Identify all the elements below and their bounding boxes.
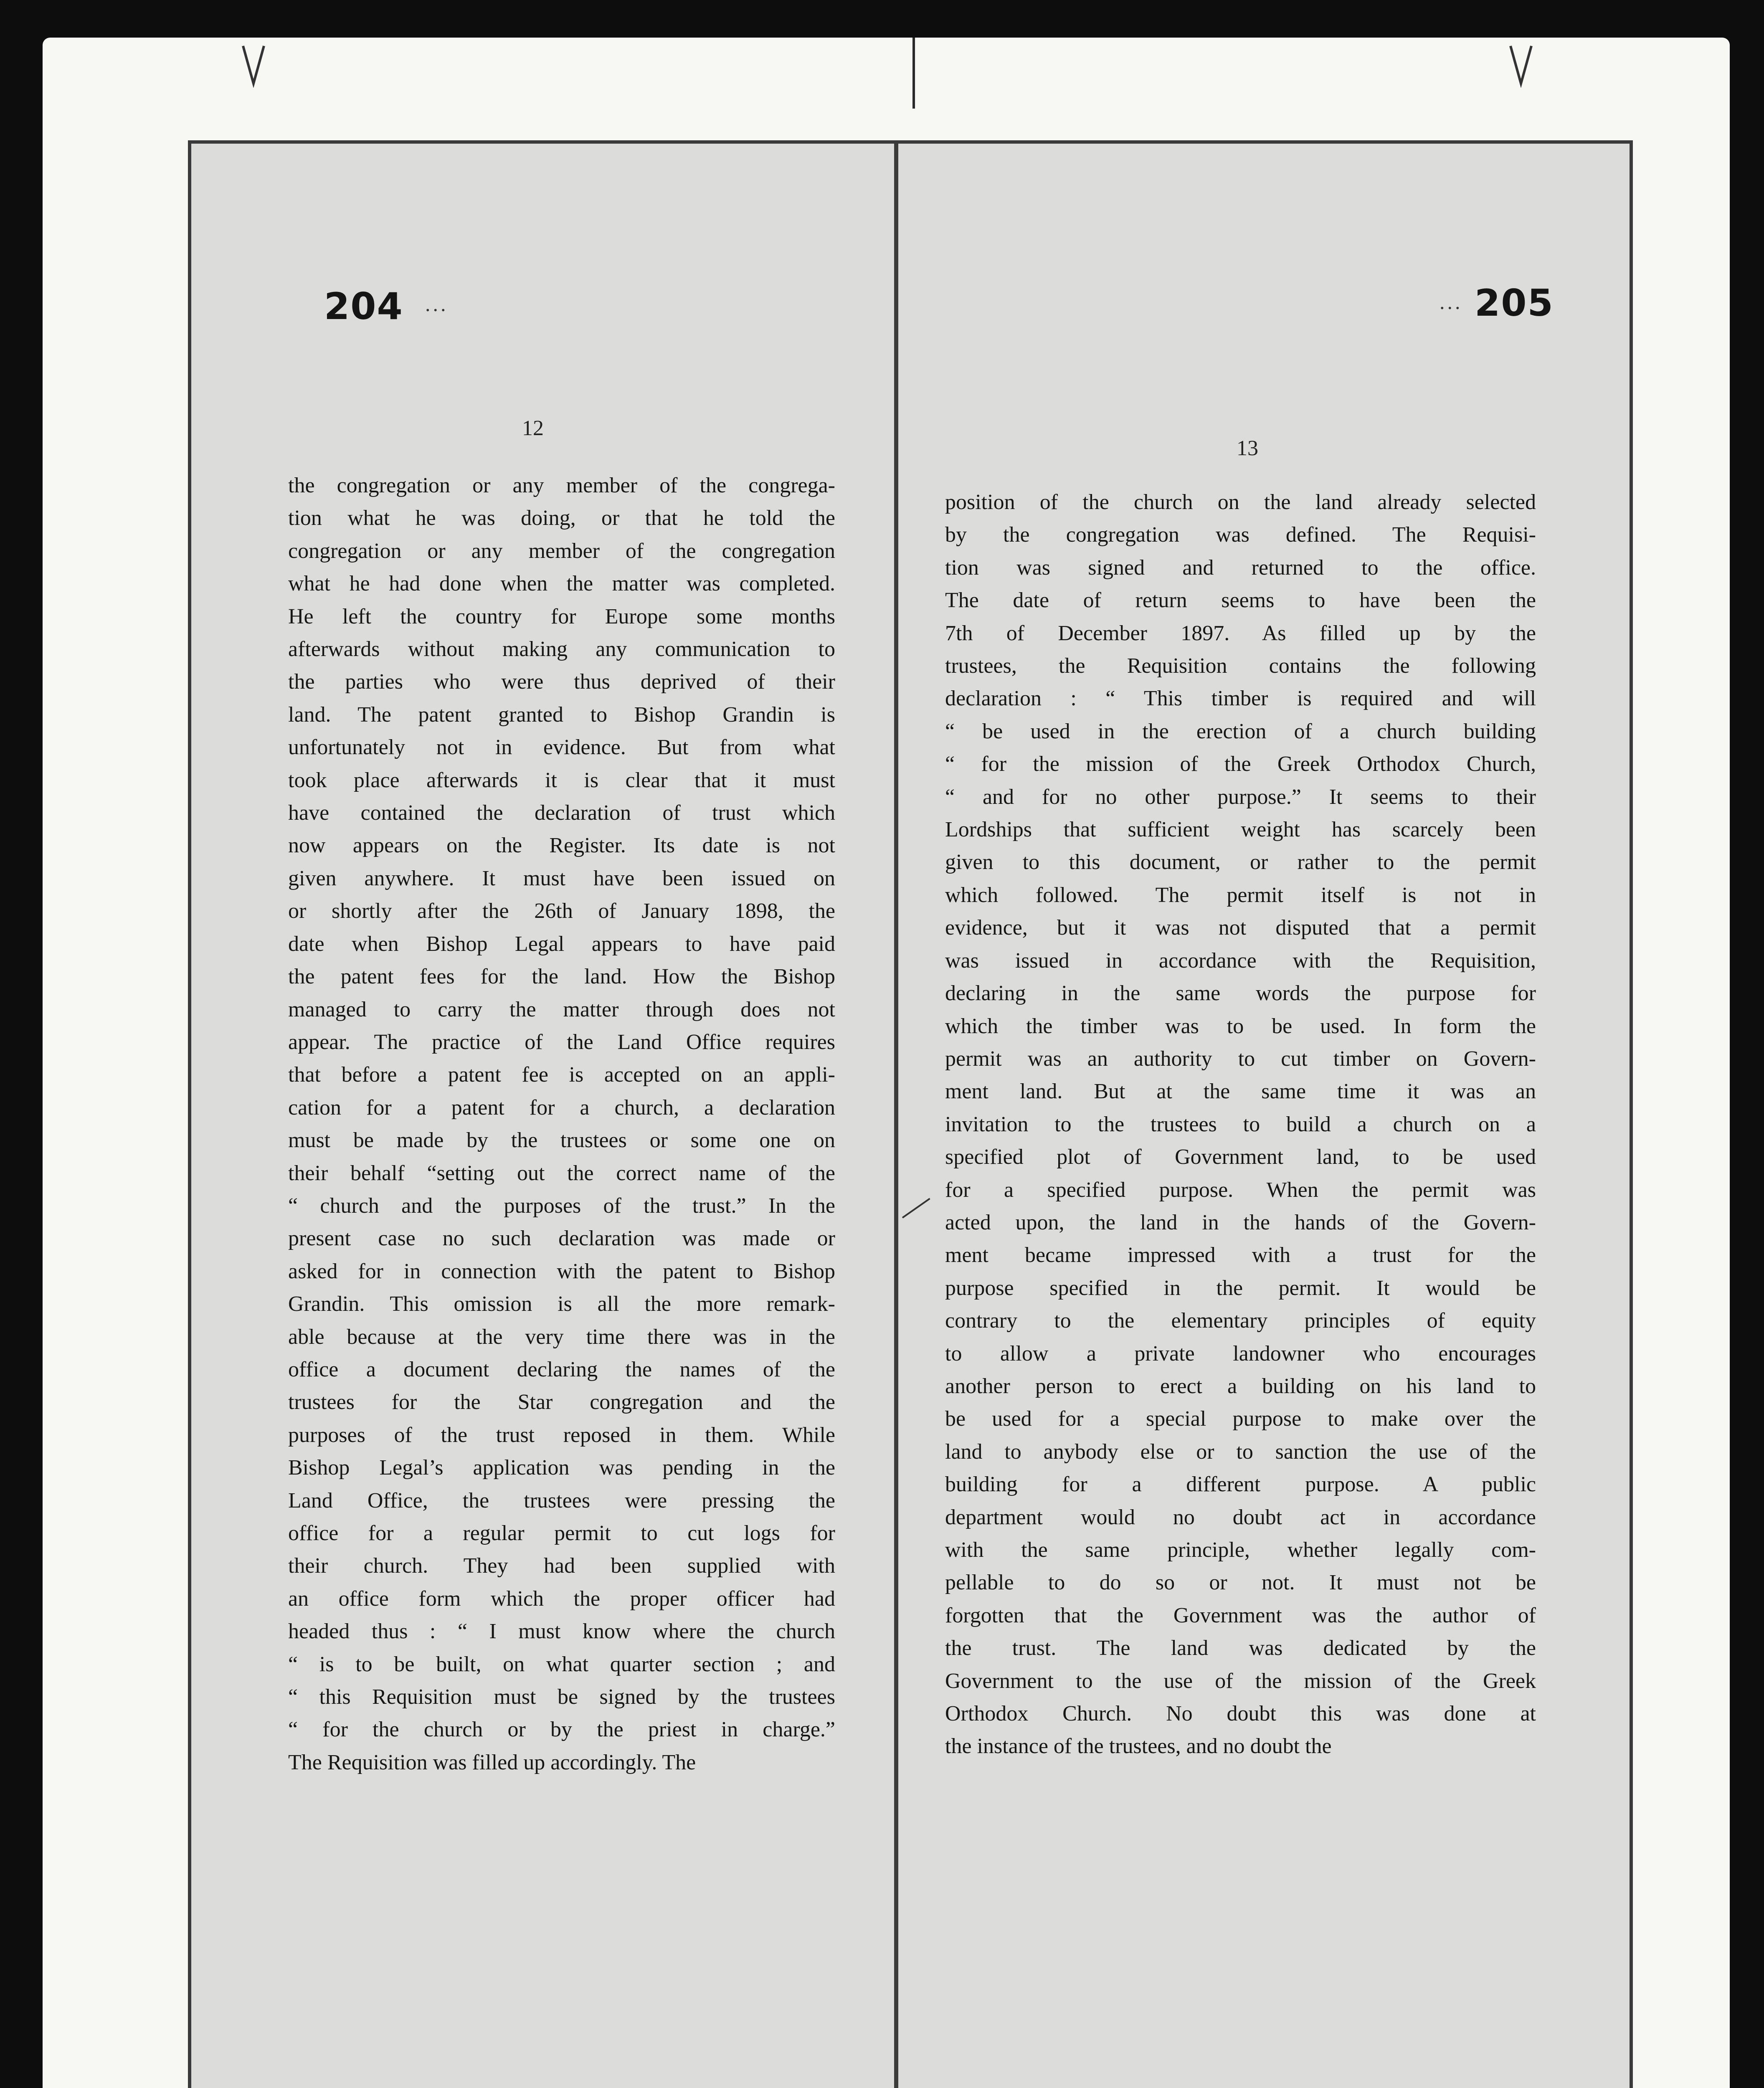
text-line: that before a patent fee is accepted on an appli-	[288, 1063, 835, 1087]
text-line: invitation to the trustees to build a church on a	[945, 1112, 1536, 1136]
text-line: permit was an authority to cut timber on Govern-	[945, 1047, 1536, 1071]
archive-page-number: 204	[324, 285, 403, 328]
text-line: Government to the use of the mission of the Greek	[945, 1669, 1536, 1693]
right-page	[898, 144, 1630, 2088]
text-line: be used for a special purpose to make over the	[945, 1407, 1536, 1431]
text-line: by the congregation was defined. The Requisi-	[945, 523, 1536, 547]
text-line: department would no doubt act in accordance	[945, 1505, 1536, 1529]
text-line: their church. They had been supplied with	[288, 1554, 835, 1578]
text-line: “ be used in the erection of a church building	[945, 719, 1536, 743]
text-line: specified plot of Government land, to be used	[945, 1145, 1536, 1169]
text-line: 7th of December 1897. As filled up by the	[945, 621, 1536, 645]
text-line: given to this document, or rather to the permit	[945, 850, 1536, 874]
text-line: what he had done when the matter was completed.	[288, 572, 835, 596]
text-line: the patent fees for the land. How the Bishop	[288, 965, 835, 989]
header-dots: ...	[1440, 290, 1463, 314]
text-line: took place afterwards it is clear that it must	[288, 768, 835, 792]
archive-page-number: 205	[1475, 281, 1554, 324]
text-line: asked for in connection with the patent to Bishop	[288, 1259, 835, 1283]
text-line: to allow a private landowner who encourages	[945, 1341, 1536, 1366]
text-line: must be made by the trustees or some one on	[288, 1128, 835, 1153]
text-line: building for a different purpose. A public	[945, 1472, 1536, 1497]
text-line: tion was signed and returned to the office.	[945, 555, 1536, 580]
text-line: the parties who were thus deprived of their	[288, 670, 835, 694]
text-line: “ church and the purposes of the trust.” In the	[288, 1194, 835, 1218]
text-line: declaring in the same words the purpose for	[945, 981, 1536, 1006]
text-line: acted upon, the land in the hands of the Govern-	[945, 1210, 1536, 1234]
text-line: office for a regular permit to cut logs for	[288, 1521, 835, 1545]
text-line: “ is to be built, on what quarter section ; and	[288, 1652, 835, 1676]
text-line: forgotten that the Government was the author of	[945, 1603, 1536, 1627]
scratch-mark	[902, 1198, 930, 1218]
page-number: 12	[522, 416, 544, 440]
text-line: He left the country for Europe some months	[288, 604, 835, 628]
text-line: office a document declaring the names of the	[288, 1357, 835, 1381]
text-line: able because at the very time there was in the	[288, 1325, 835, 1349]
text-line: was issued in accordance with the Requisition,	[945, 948, 1536, 973]
text-line: purpose specified in the permit. It would be	[945, 1276, 1536, 1300]
text-line: which followed. The permit itself is not in	[945, 883, 1536, 907]
text-line: with the same principle, whether legally com-	[945, 1538, 1536, 1562]
text-line: or shortly after the 26th of January 1898, the	[288, 899, 835, 923]
text-line: have contained the declaration of trust which	[288, 801, 835, 825]
text-line: position of the church on the land already selected	[945, 490, 1536, 514]
text-line: “ for the mission of the Greek Orthodox Church,	[945, 752, 1536, 776]
text-line: land to anybody else or to sanction the use of the	[945, 1439, 1536, 1464]
text-line: for a specified purpose. When the permit was	[945, 1178, 1536, 1202]
text-line: trustees, the Requisition contains the following	[945, 654, 1536, 678]
text-line: present case no such declaration was made or	[288, 1226, 835, 1251]
text-line: Lordships that sufficient weight has scarcely been	[945, 818, 1536, 842]
text-line: “ and for no other purpose.” It seems to their	[945, 785, 1536, 809]
text-line: tion what he was doing, or that he told the	[288, 506, 835, 530]
text-line: appear. The practice of the Land Office requires	[288, 1030, 835, 1054]
text-line: “ this Requisition must be signed by the trustees	[288, 1685, 835, 1709]
text-line: given anywhere. It must have been issued on	[288, 866, 835, 890]
text-line: evidence, but it was not disputed that a permit	[945, 916, 1536, 940]
left-page	[191, 144, 894, 2088]
check-mark-icon	[1508, 42, 1533, 88]
microfilm-sheet	[43, 38, 1730, 2088]
center-fold-line	[912, 38, 915, 109]
text-line: an office form which the proper officer had	[288, 1586, 835, 1611]
text-line: the congregation or any member of the congrega-	[288, 474, 835, 497]
text-line: managed to carry the matter through does not	[288, 997, 835, 1021]
page-divider	[894, 144, 898, 2088]
text-line: Land Office, the trustees were pressing the	[288, 1488, 835, 1513]
scanned-document	[188, 140, 1633, 2088]
text-line: pellable to do so or not. It must not be	[945, 1571, 1536, 1595]
text-line: date when Bishop Legal appears to have paid	[288, 932, 835, 956]
text-line: ment land. But at the same time it was an	[945, 1079, 1536, 1104]
text-line: trustees for the Star congregation and the	[288, 1390, 835, 1414]
text-line: congregation or any member of the congregation	[288, 539, 835, 563]
text-line: the instance of the trustees, and no doubt the	[945, 1734, 1332, 1759]
text-line: the trust. The land was dedicated by the	[945, 1636, 1536, 1660]
text-line: afterwards without making any communication to	[288, 637, 835, 661]
text-line: Bishop Legal’s application was pending in the	[288, 1456, 835, 1480]
page-number: 13	[1237, 436, 1258, 460]
text-line: headed thus : “ I must know where the church	[288, 1619, 835, 1644]
text-line: unfortunately not in evidence. But from what	[288, 735, 835, 760]
text-line: another person to erect a building on his land to	[945, 1374, 1536, 1398]
text-line: Grandin. This omission is all the more remark-	[288, 1292, 835, 1316]
text-line: purposes of the trust reposed in them. While	[288, 1423, 835, 1447]
text-line: ment became impressed with a trust for the	[945, 1243, 1536, 1267]
body-text	[945, 486, 1536, 1763]
header-dots: ...	[425, 292, 449, 316]
text-line: “ for the church or by the priest in charge.”	[288, 1718, 835, 1742]
text-line: The date of return seems to have been the	[945, 588, 1536, 613]
text-line: which the timber was to be used. In form the	[945, 1014, 1536, 1038]
text-line: cation for a patent for a church, a declaration	[288, 1095, 835, 1120]
check-mark-icon	[241, 42, 266, 88]
text-line: now appears on the Register. Its date is not	[288, 834, 835, 858]
text-line: declaration : “ This timber is required and will	[945, 687, 1536, 711]
text-line: contrary to the elementary principles of equity	[945, 1309, 1536, 1333]
text-line: their behalf “setting out the correct name of the	[288, 1161, 835, 1185]
text-line: Orthodox Church. No doubt this was done at	[945, 1702, 1536, 1726]
text-line: The Requisition was filled up accordingly. The	[288, 1750, 696, 1774]
body-text	[288, 469, 835, 1779]
text-line: land. The patent granted to Bishop Grandin is	[288, 702, 835, 727]
